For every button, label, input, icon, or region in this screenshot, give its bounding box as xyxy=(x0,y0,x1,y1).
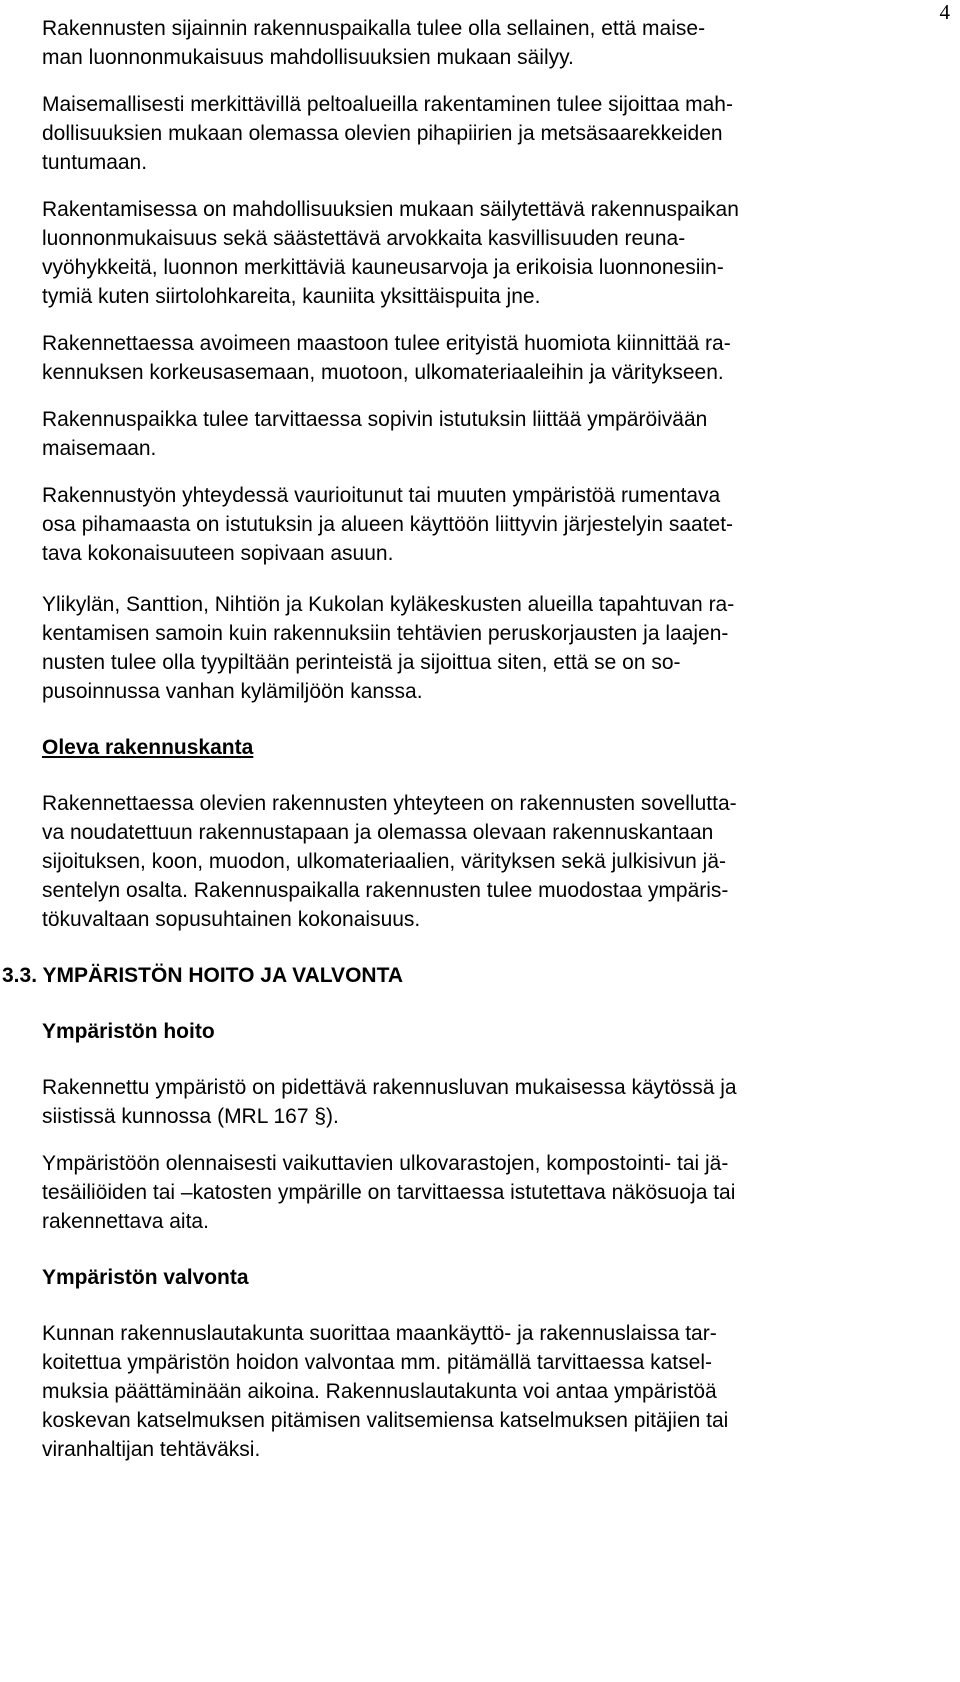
heading-oleva-rakennuskanta: Oleva rakennuskanta xyxy=(42,736,254,759)
paragraph-7: Ylikylän, Santtion, Nihtiön ja Kukolan kyläkeskusten alueilla tapahtuvan ra- kentamisen samoin kuin rakennuksiin tehtävien peruskorjausten ja laajen- nusten tulee olla tyypiltään perinteistä ja sijoittua siten, että se on so- pusoinnussa vanhan kylämiljöön kanssa. xyxy=(42,593,735,703)
paragraph-10: Ympäristöön olennaisesti vaikuttavien ulkovarastojen, kompostointi- tai jä- tesäiliöiden tai –katosten ympärille on tarvittaessa istutettava näkösuoja tai rakennettava aita. xyxy=(42,1152,736,1233)
heading-ympariston-hoito: Ympäristön hoito xyxy=(42,1020,215,1043)
page-number: 4 xyxy=(939,0,950,24)
heading-ympariston-valvonta: Ympäristön valvonta xyxy=(42,1266,249,1289)
paragraph-11: Kunnan rakennuslautakunta suorittaa maankäyttö- ja rakennuslaissa tar- koitettua ympäristön hoidon valvontaa mm. pitämällä tarvittaessa katsel- muksia päättäminään aikoina. Rakennuslautakunta voi antaa ympäristöä koskevan katselmuksen pitämisen valitsemiensa katselmuksen pitäjien tai viranhaltijan tehtäväksi. xyxy=(42,1322,729,1461)
paragraph-4: Rakennettaessa avoimeen maastoon tulee erityistä huomiota kiinnittää ra- kennuksen korkeusasemaan, muotoon, ulkomateriaaleihin ja väritykseen. xyxy=(42,332,731,384)
section-heading-3-3: 3.3. YMPÄRISTÖN HOITO JA VALVONTA xyxy=(2,964,403,987)
paragraph-1: Rakennusten sijainnin rakennuspaikalla tulee olla sellainen, että maise- man luonnonmukaisuus mahdollisuuksien mukaan säilyy. xyxy=(42,17,706,69)
paragraph-6: Rakennustyön yhteydessä vaurioitunut tai muuten ympäristöä rumentava osa pihamaasta on istutuksin ja alueen käyttöön liittyvin järjestelyin saatet- tava kokonaisuuteen sopivaan asuun. xyxy=(42,484,734,565)
paragraph-8: Rakennettaessa olevien rakennusten yhteyteen on rakennusten sovellutta- va noudatettuun rakennustapaan ja olemassa olevaan rakennuskantaan sijoituksen, koon, muodon, ulkomateriaalien, värityksen sekä julkisivun jä- sentelyn osalta. Rakennuspaikalla rakennusten tulee muodostaa ympäris- tökuvaltaan sopusuhtainen kokonaisuus. xyxy=(42,792,737,931)
paragraph-9: Rakennettu ympäristö on pidettävä rakennusluvan mukaisessa käytössä ja siistissä kunnossa (MRL 167 §). xyxy=(42,1076,737,1128)
paragraph-3: Rakentamisessa on mahdollisuuksien mukaan säilytettävä rakennuspaikan luonnonmukaisuus sekä säästettävä arvokkaita kasvillisuuden reuna- vyöhykkeitä, luonnon merkittäviä kauneusarvoja ja erikoisia luonnonesiin- tymiä kuten siirtolohkareita, kauniita yksittäispuita jne. xyxy=(42,198,739,308)
paragraph-2: Maisemallisesti merkittävillä peltoalueilla rakentaminen tulee sijoittaa mah- dollisuuksien mukaan olemassa olevien pihapiirien ja metsäsaarekkeiden tuntumaan. xyxy=(42,93,733,174)
document-page xyxy=(2,14,898,1464)
paragraph-5: Rakennuspaikka tulee tarvittaessa sopivin istutuksin liittää ympäröivään maisemaan. xyxy=(42,408,708,460)
